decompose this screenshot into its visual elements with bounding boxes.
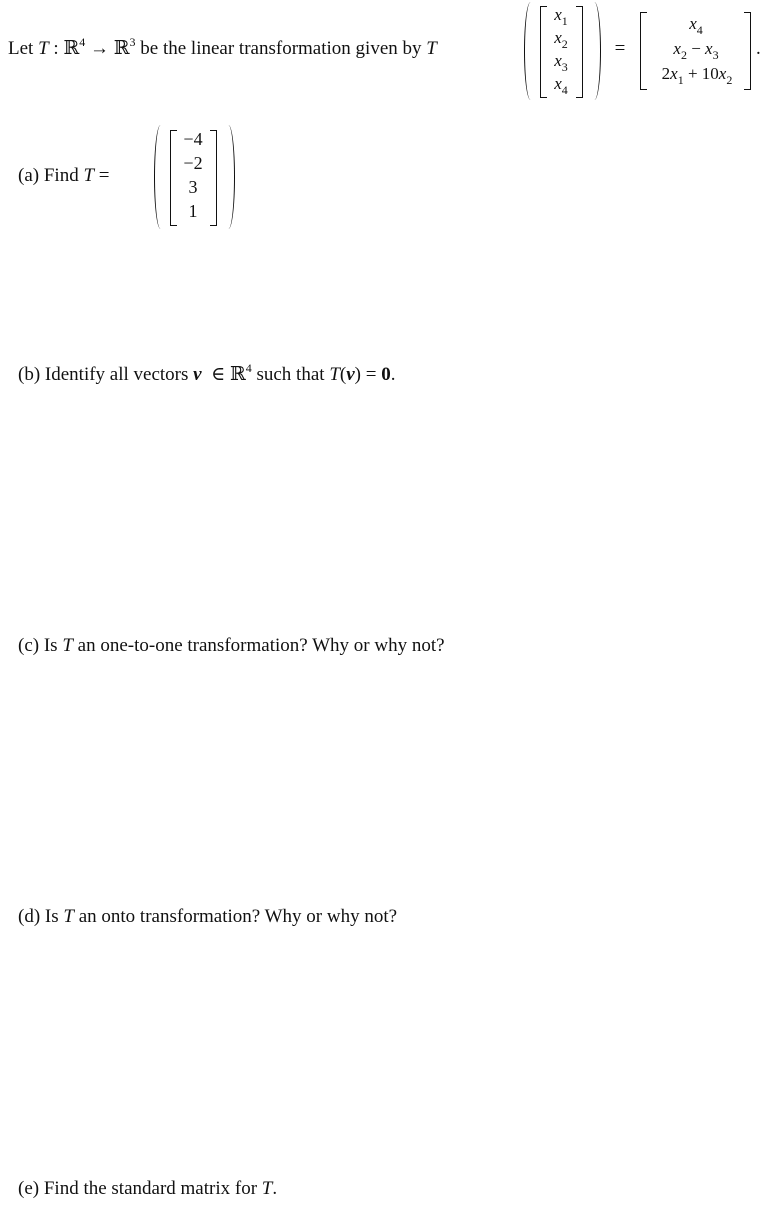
- part-a-prompt: (a) Find T =: [18, 165, 110, 186]
- part-a-label: (a): [18, 165, 40, 186]
- transform-symbol-2: T: [426, 38, 437, 59]
- part-d-prompt: (d) Is T an onto transformation? Why or why not?: [18, 906, 398, 927]
- intro-suffix: be the linear transformation given by: [140, 38, 422, 59]
- part-a-entry-3: 3: [188, 177, 198, 197]
- part-c-label: (c): [18, 635, 40, 656]
- part-b-label: (b): [18, 364, 41, 385]
- domain-R: ℝ: [63, 38, 80, 59]
- colon: :: [53, 38, 59, 59]
- part-d-label: (d): [18, 906, 41, 927]
- output-row1: $x_4$: [689, 14, 703, 37]
- problem-statement: [8, 35, 437, 61]
- input-x1: $x_1$: [554, 5, 568, 28]
- codomain-exponent: 3: [129, 35, 136, 49]
- codomain-R: ℝ: [113, 38, 130, 59]
- definition-equals: =: [614, 38, 626, 59]
- output-right-bracket: [744, 12, 751, 90]
- part-a-entry-2: −2: [183, 153, 203, 173]
- part-a-right-bracket: [210, 130, 217, 226]
- transform-symbol: T: [38, 38, 49, 59]
- input-left-paren: [524, 2, 537, 100]
- domain-exponent: 4: [79, 35, 86, 49]
- input-right-paren: [588, 2, 601, 100]
- part-e-prompt: (e) Find the standard matrix for T.: [18, 1178, 278, 1199]
- definition-period: .: [756, 38, 761, 59]
- part-e-label: (e): [18, 1178, 40, 1199]
- part-a-right-paren: [222, 125, 235, 229]
- part-b-prompt: (b) Identify all vectors v ∈ ℝ$^4$ such that T(v) = 0.: [18, 361, 396, 385]
- maps-to-arrow: →: [89, 38, 109, 59]
- part-a-entry-1: −4: [183, 129, 203, 149]
- input-x4: $x_4$: [554, 74, 568, 97]
- part-a-entry-4: 1: [188, 201, 198, 221]
- input-x2: $x_2$: [554, 28, 568, 51]
- output-row2: $x_2 - x_3$: [673, 39, 719, 62]
- output-row3: $2x_1 + 10x_2$: [661, 64, 733, 87]
- input-right-bracket: [576, 6, 583, 98]
- intro-prefix: Let: [8, 38, 34, 59]
- part-c-prompt: (c) Is T an one-to-one transformation? Why or why not?: [18, 635, 445, 656]
- input-x3: $x_3$: [554, 51, 568, 74]
- part-a-left-paren: [154, 125, 167, 229]
